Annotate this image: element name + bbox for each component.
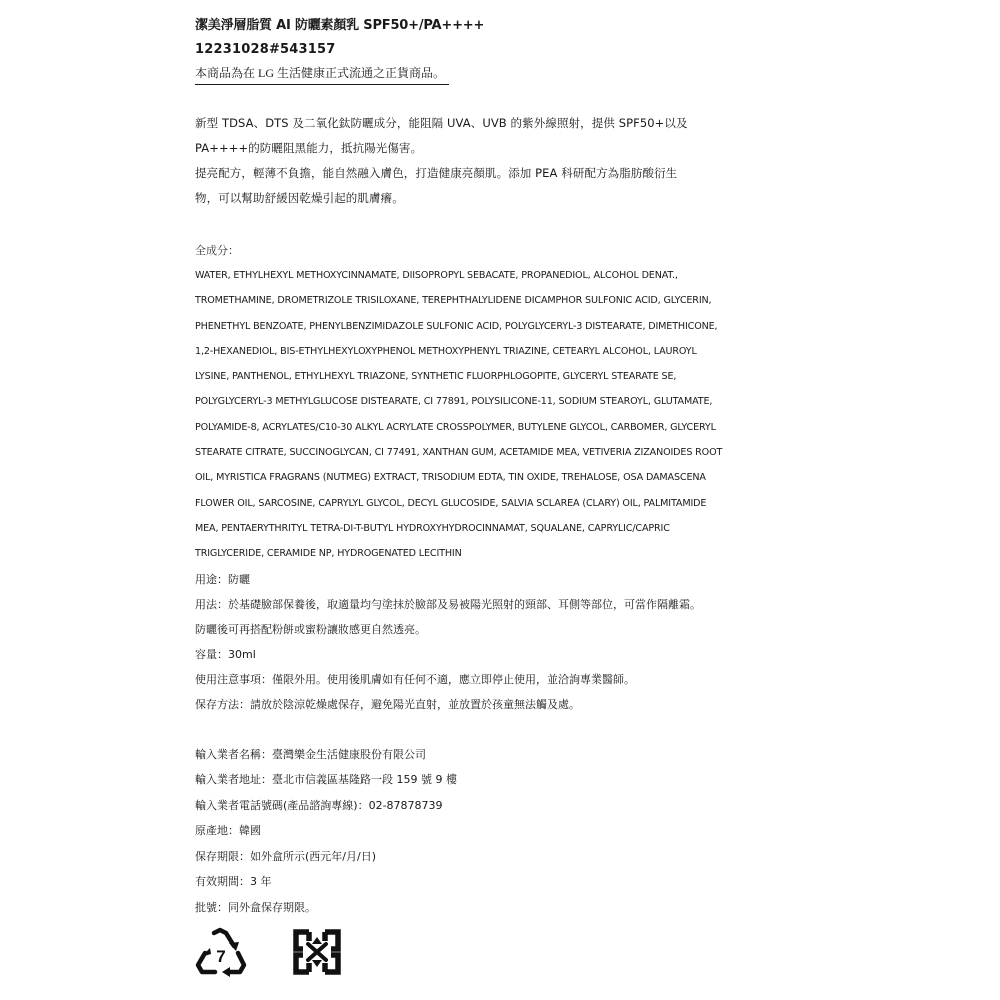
method-line-1: 用法：於基礎臉部保養後，取適量均勻塗抹於臉部及易被陽光照射的頸部、耳側等部位，可當作隔離霜。 <box>195 597 701 611</box>
ingredient-line: PHENETHYL BENZOATE, PHENYLBENZIMIDAZOLE SULFONIC ACID, POLYGLYCERYL-3 DISTEARATE, DIMETHICONE, <box>195 320 718 332</box>
importer-info <box>195 742 795 921</box>
ingredients-label: 全成分： <box>195 244 239 257</box>
ingredient-line: WATER, ETHYLHEXYL METHOXYCINNAMATE, DIISOPROPYL SEBACATE, PROPANEDIOL, ALCOHOL DENAT., <box>195 270 678 281</box>
storage-method: 保存方法：請放於陰涼乾燥處保存，避免陽光直射，並放置於孩童無法觸及處。 <box>195 697 580 711</box>
product-info-document <box>195 14 795 920</box>
recycling-icons <box>193 927 345 977</box>
ingredient-line: TROMETHAMINE, DROMETRIZOLE TRISILOXANE, TEREPHTHALYLIDENE DICAMPHOR SULFONIC ACID, GLYCERIN, <box>195 295 712 307</box>
ingredient-line: 1,2-HEXANEDIOL, BIS-ETHYLHEXYLOXYPHENOL METHOXYPHENYL TRIAZINE, CETEARYL ALCOHOL, LAUROYL <box>195 345 697 357</box>
importer-phone: 輸入業者電話號碼(產品諮詢專線)：02-87878739 <box>195 798 443 812</box>
ingredients-list <box>195 263 795 567</box>
purpose: 用途：防曬 <box>195 572 250 586</box>
product-description <box>195 111 795 211</box>
ingredient-line: OIL, MYRISTICA FRAGRANS (NUTMEG) EXTRACT, TRISODIUM EDTA, TIN OXIDE, TREHALOSE, OSA DAMASCENA <box>195 472 706 484</box>
usage-info <box>195 567 795 717</box>
description-line: 物，可以幫助舒緩因乾燥引起的肌膚癢。 <box>195 191 404 205</box>
ingredient-line: POLYGLYCERYL-3 METHYLGLUCOSE DISTEARATE, CI 77891, POLYSILICONE-11, SODIUM STEAROYL, GLUTAMATE, <box>195 396 713 408</box>
batch-number: 批號：同外盒保存期限。 <box>195 900 316 914</box>
importer-name: 輸入業者名稱：臺灣樂金生活健康股份有限公司 <box>195 747 426 761</box>
ingredient-line: POLYAMIDE-8, ACRYLATES/C10-30 ALKYL ACRYLATE CROSSPOLYMER, BUTYLENE GLYCOL, CARBOMER, GLYCERYL <box>195 421 716 433</box>
authenticity-notice: 本商品為在 LG 生活健康正式流通之正貨商品。 <box>195 62 449 85</box>
taiwan-recycling-mark-icon <box>289 927 345 977</box>
method-line-2: 防曬後可再搭配粉餅或蜜粉讓妝感更自然透亮。 <box>195 622 426 636</box>
description-line: PA++++的防曬阻黑能力，抵抗陽光傷害。 <box>195 141 423 155</box>
importer-address: 輸入業者地址：臺北市信義區基隆路一段 159 號 9 樓 <box>195 773 457 787</box>
description-line: 提亮配方，輕薄不負擔，能自然融入膚色，打造健康亮顏肌。添加 PEA 科研配方為脂肪酸衍生 <box>195 166 678 180</box>
shelf-life: 有效期間：3 年 <box>195 875 272 889</box>
country-of-origin: 原產地：韓國 <box>195 824 261 838</box>
ingredient-line: MEA, PENTAERYTHRITYL TETRA-DI-T-BUTYL HYDROXYHYDROCINNAMAT, SQUALANE, CAPRYLIC/CAPRIC <box>195 522 670 534</box>
svg-text:7: 7 <box>216 947 226 966</box>
ingredient-line: STEARATE CITRATE, SUCCINOGLYCAN, CI 77491, XANTHAN GUM, ACETAMIDE MEA, VETIVERIA ZIZANOIDES ROOT <box>195 447 723 459</box>
description-line: 新型 TDSA、DTS 及二氧化鈦防曬成分，能阻隔 UVA、UVB 的紫外線照射，提供 SPF50+以及 <box>195 116 688 130</box>
ingredient-line: TRIGLYCERIDE, CERAMIDE NP, HYDROGENATED LECITHIN <box>195 548 462 560</box>
product-title: 潔美淨層脂質 AI 防曬素顏乳 SPF50+/PA++++ <box>195 18 485 33</box>
expiry-date: 保存期限：如外盒所示(西元年/月/日) <box>195 849 376 863</box>
ingredient-line: FLOWER OIL, SARCOSINE, CAPRYLYL GLYCOL, DECYL GLUCOSIDE, SALVIA SCLAREA (CLARY) OIL, PALMITAMIDE <box>195 497 707 509</box>
volume: 容量：30ml <box>195 647 256 661</box>
resin-code-7-recycle-icon <box>193 927 249 977</box>
product-code: 12231028#543157 <box>195 42 336 57</box>
precautions: 使用注意事項：僅限外用。使用後肌膚如有任何不適，應立即停止使用，並洽詢專業醫師。 <box>195 672 635 686</box>
ingredient-line: LYSINE, PANTHENOL, ETHYLHEXYL TRIAZONE, SYNTHETIC FLUORPHLOGOPITE, GLYCERYL STEARATE SE, <box>195 371 677 383</box>
